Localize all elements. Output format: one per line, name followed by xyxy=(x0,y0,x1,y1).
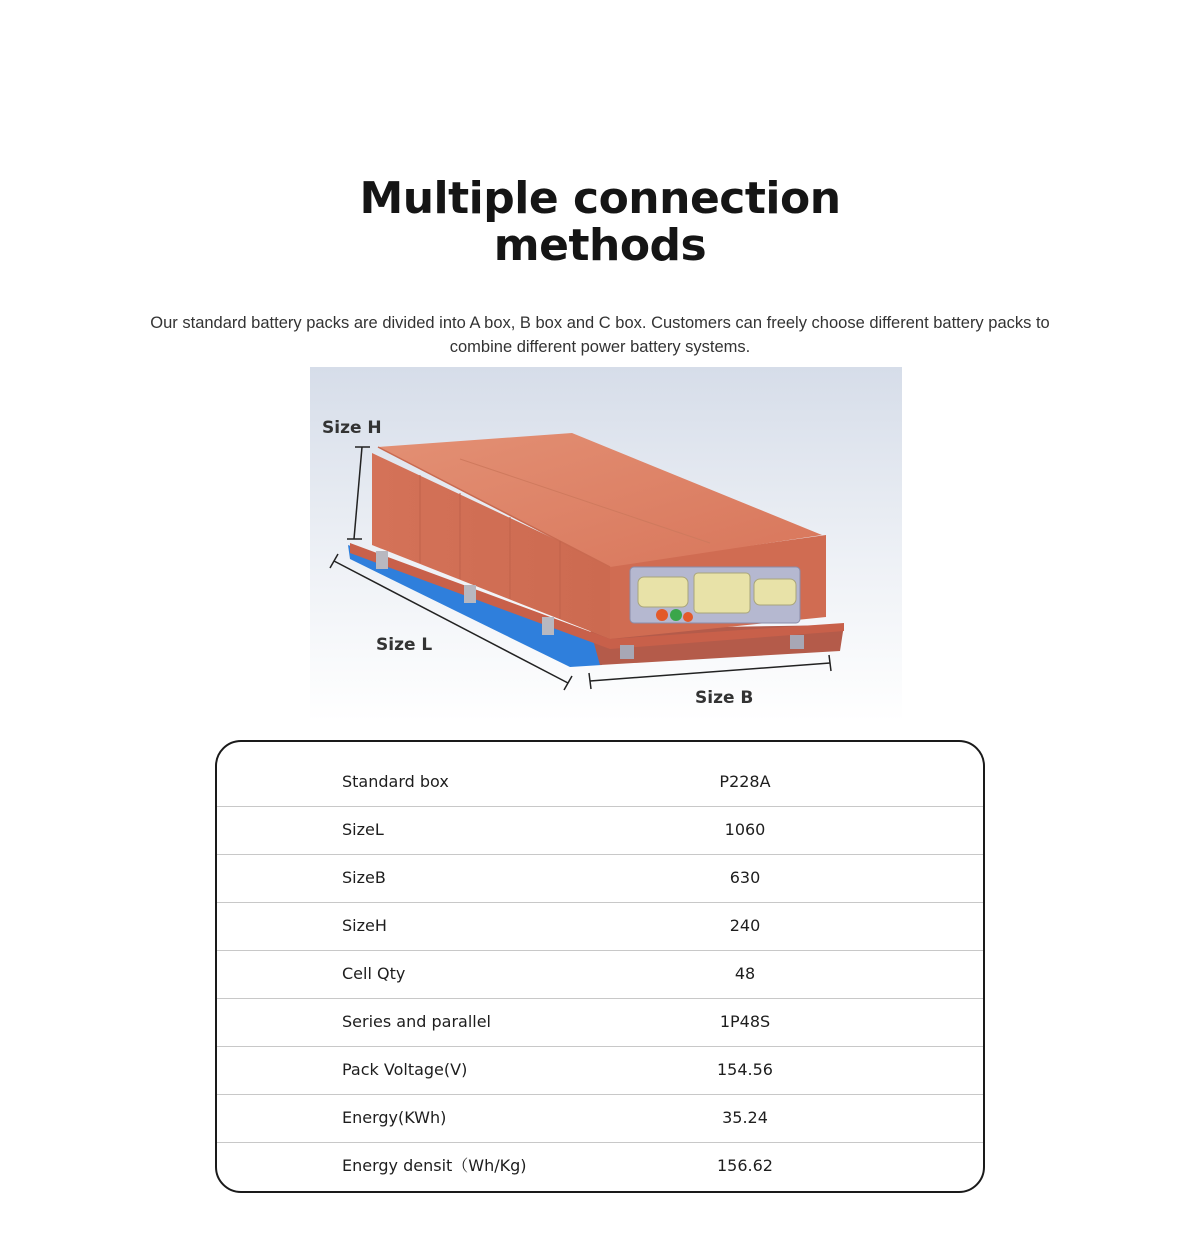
spec-value: 240 xyxy=(729,916,761,935)
spec-row-energy xyxy=(217,1094,983,1143)
spec-value: 156.62 xyxy=(717,1156,773,1175)
connector-left xyxy=(638,577,688,607)
spec-value: 630 xyxy=(729,868,761,887)
spec-value: 154.56 xyxy=(717,1060,773,1079)
spec-row-size-b xyxy=(217,854,983,903)
size-b-label: Size B xyxy=(695,688,754,708)
spec-row-size-h xyxy=(217,902,983,951)
terminal-red-2 xyxy=(683,612,693,622)
spec-row-energy-density xyxy=(217,1142,983,1190)
spec-row-size-l xyxy=(217,806,983,855)
spec-label: Energy densit（Wh/Kg) xyxy=(342,1156,527,1175)
spec-table xyxy=(215,740,985,1193)
terminal-green xyxy=(670,609,682,621)
spec-value: 35.24 xyxy=(722,1108,768,1127)
spec-row-standard-box xyxy=(217,758,983,807)
spec-label: Series and parallel xyxy=(342,1012,491,1031)
terminal-red xyxy=(656,609,668,621)
battery-pack-figure xyxy=(310,367,902,722)
intro-description: Our standard battery packs are divided into A box, B box and C box. Customers can freely choose different battery packs to combine different power battery systems. xyxy=(150,313,1050,356)
bracket-2 xyxy=(464,585,476,603)
spec-value: 1P48S xyxy=(719,1012,771,1031)
bracket-3 xyxy=(542,617,554,635)
title-line-1: Multiple connection xyxy=(359,173,841,225)
spec-row-pack-voltage xyxy=(217,1046,983,1095)
spec-label: Standard box xyxy=(342,772,449,791)
connector-right xyxy=(754,579,796,605)
bracket-4 xyxy=(620,645,634,659)
spec-value: 48 xyxy=(734,964,756,983)
spec-label: SizeH xyxy=(342,916,387,935)
spec-row-series-parallel xyxy=(217,998,983,1047)
bracket-5 xyxy=(790,635,804,649)
page-title xyxy=(0,173,1200,272)
connector-center xyxy=(694,573,750,613)
spec-label: SizeB xyxy=(342,868,386,887)
spec-value: P228A xyxy=(719,772,771,791)
size-h-label: Size H xyxy=(322,418,382,438)
spec-label: SizeL xyxy=(342,820,384,839)
spec-value: 1060 xyxy=(724,820,766,839)
size-l-label: Size L xyxy=(376,635,433,655)
spec-label: Pack Voltage(V) xyxy=(342,1060,468,1079)
battery-pack-illustration xyxy=(310,367,902,722)
spec-label: Cell Qty xyxy=(342,964,406,983)
spec-label: Energy(KWh) xyxy=(342,1108,447,1127)
title-line-2: methods xyxy=(493,220,707,272)
bracket-1 xyxy=(376,551,388,569)
spec-row-cell-qty xyxy=(217,950,983,999)
